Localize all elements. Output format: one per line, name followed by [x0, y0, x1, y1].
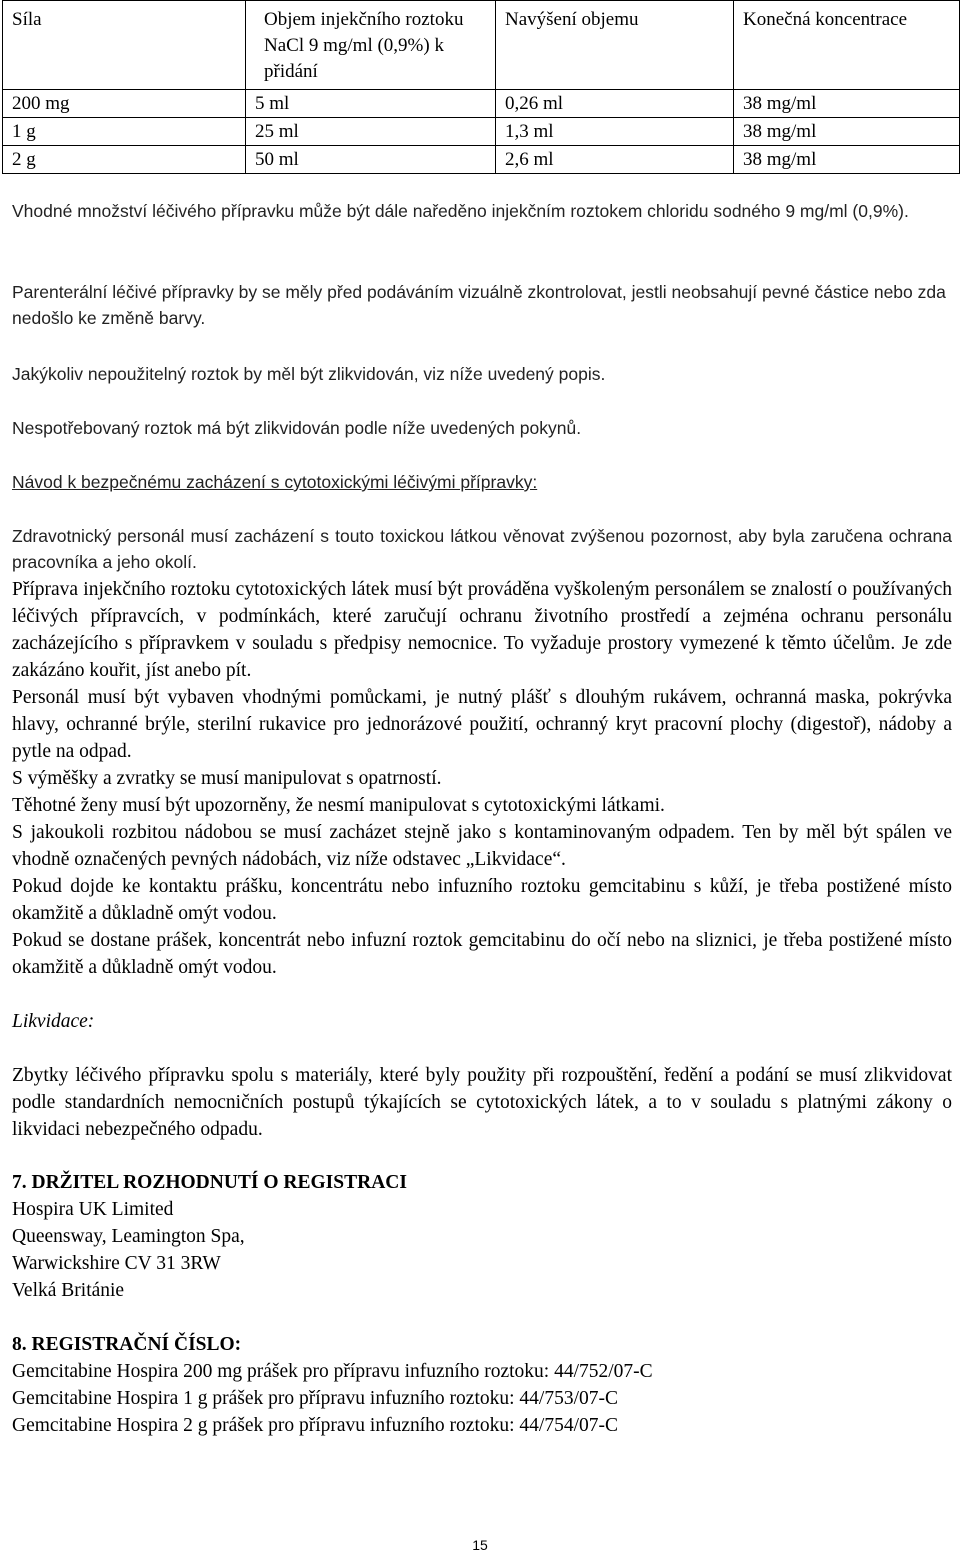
disposal-note-paragraph: Nespotřebovaný roztok má být zlikvidován podle níže uvedených pokynů.: [12, 418, 582, 438]
handling-item: S výměšky a zvratky se musí manipulovat s opatrností.: [12, 768, 442, 789]
registration-line: Gemcitabine Hospira 200 mg prášek pro přípravu infuzního roztoku: 44/752/07-C: [12, 1361, 653, 1382]
staff-attention-paragraph: Zdravotnický personál musí zacházení s touto toxickou látkou věnovat zvýšenou pozornost, aby byla zaručena ochrana pracovníka a jeho okolí.: [12, 526, 952, 572]
column-header: Objem injekčního roztoku NaCl 9 mg/ml (0,9%) k přidání: [246, 1, 496, 90]
handling-item: Personál musí být vybaven vhodnými pomůckami, je nutný plášť s dlouhým rukávem, ochranná maska, pokrývka hlavy, ochranné brýle, sterilní rukavice pro jednorázové použití, ochranný kryt pracovní plochy (digestoř), nádoby a pytle na odpad.: [12, 687, 952, 762]
holder-line: Queensway, Leamington Spa,: [12, 1226, 245, 1247]
column-header: Síla: [3, 1, 246, 90]
marketing-holder-section: [12, 1169, 952, 1304]
table-row: [3, 146, 960, 174]
holder-line: Warwickshire CV 31 3RW: [12, 1253, 221, 1274]
handling-instructions: [12, 576, 952, 981]
unused-solution-paragraph: Jakýkoliv nepoužitelný roztok by měl být zlikvidován, viz níže uvedený popis.: [12, 364, 606, 384]
section-8-heading: 8. REGISTRAČNÍ ČÍSLO:: [12, 1334, 242, 1355]
table-cell: 2,6 ml: [496, 146, 734, 174]
handling-item: Pokud dojde ke kontaktu prášku, koncentrátu nebo infuzního roztoku gemcitabinu s kůží, je třeba postižené místo okamžitě a důkladně omýt vodou.: [12, 876, 952, 924]
handling-item: Těhotné ženy musí být upozorněny, že nesmí manipulovat s cytotoxickými látkami.: [12, 795, 665, 816]
registration-line: Gemcitabine Hospira 1 g prášek pro přípravu infuzního roztoku: 44/753/07-C: [12, 1388, 618, 1409]
column-header: Konečná koncentrace: [734, 1, 960, 90]
handling-item: Pokud se dostane prášek, koncentrát nebo infuzní roztok gemcitabinu do očí nebo na sliznici, je třeba postižené místo okamžitě a důkladně omýt vodou.: [12, 930, 952, 978]
table-cell: 1,3 ml: [496, 118, 734, 146]
table-cell: 0,26 ml: [496, 90, 734, 118]
table-cell: 38 mg/ml: [734, 146, 960, 174]
table-cell: 200 mg: [3, 90, 246, 118]
table-row: [3, 90, 960, 118]
handling-item: Příprava injekčního roztoku cytotoxických látek musí být prováděna vyškoleným personálem se znalostí o používaných léčivých přípravcích, v podmínkách, které zaručují ochranu životního prostředí a zejména ochranu personálu zacházejícího s přípravkem v souladu s předpisy nemocnice. To vyžaduje prostory vymezené k těmto účelům. Je zde zakázáno kouřit, jíst anebo pít.: [12, 579, 952, 681]
dilution-table: [2, 0, 960, 174]
registration-number-section: [12, 1331, 952, 1439]
disposal-paragraph: Zbytky léčivého přípravku spolu s materiály, které byly použity při rozpouštění, ředění a podání se musí zlikvidovat podle standardních nemocničních postupů týkajících se cytotoxických látek, a to v souladu s platnými zákony o likvidaci nebezpečného odpadu.: [12, 1065, 952, 1140]
table-cell: 2 g: [3, 146, 246, 174]
table-cell: 5 ml: [246, 90, 496, 118]
page-number: 15: [472, 1537, 488, 1553]
inspection-paragraph: Parenterální léčivé přípravky by se měly před podáváním vizuálně zkontrolovat, jestli neobsahují pevné částice nebo zda nedošlo ke změně barvy.: [12, 282, 946, 328]
table-cell: 38 mg/ml: [734, 118, 960, 146]
section-7-heading: 7. DRŽITEL ROZHODNUTÍ O REGISTRACI: [12, 1172, 407, 1193]
table-cell: 50 ml: [246, 146, 496, 174]
handling-item: S jakoukoli rozbitou nádobou se musí zacházet stejně jako s kontaminovaným odpadem. Ten by měl být spálen ve vhodně označených pevných nádobách, viz níže odstavec „Likvidace“.: [12, 822, 952, 870]
table-header-row: [3, 1, 960, 90]
column-header: Navýšení objemu: [496, 1, 734, 90]
disposal-heading: Likvidace:: [12, 1011, 95, 1032]
table-cell: 1 g: [3, 118, 246, 146]
table-cell: 38 mg/ml: [734, 90, 960, 118]
holder-line: Velká Británie: [12, 1280, 125, 1301]
table-row: [3, 118, 960, 146]
holder-line: Hospira UK Limited: [12, 1199, 174, 1220]
table-cell: 25 ml: [246, 118, 496, 146]
registration-line: Gemcitabine Hospira 2 g prášek pro přípravu infuzního roztoku: 44/754/07-C: [12, 1415, 618, 1436]
safe-handling-heading: Návod k bezpečnému zacházení s cytotoxickými léčivými přípravky:: [12, 472, 538, 492]
dilution-paragraph: Vhodné množství léčivého přípravku může být dále naředěno injekčním roztokem chloridu sodného 9 mg/ml (0,9%).: [12, 201, 909, 221]
